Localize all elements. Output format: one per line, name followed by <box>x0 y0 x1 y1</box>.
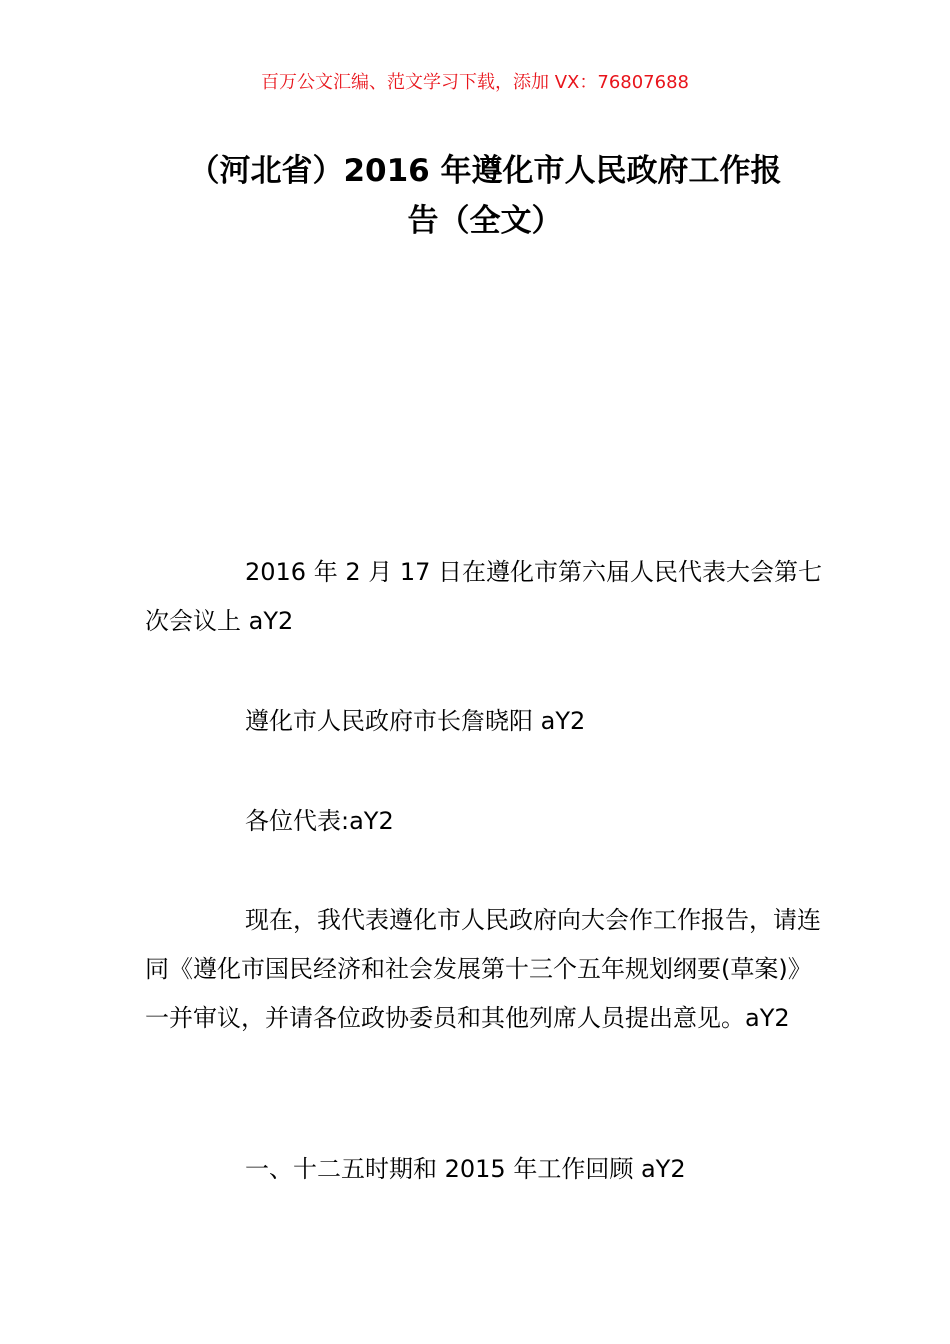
paragraph-salutation: 各位代表:aY2 <box>245 807 394 835</box>
title-line-1: （河北省）2016 年遵化市人民政府工作报 <box>188 153 782 189</box>
paragraph-mayor: 遵化市人民政府市长詹晓阳 aY2 <box>245 707 586 735</box>
header-watermark-note: 百万公文汇编、范文学习下载，添加 VX：76807688 <box>261 72 689 93</box>
title-line-2: 告（全文） <box>407 203 563 239</box>
paragraph-intro: 现在，我代表遵化市人民政府向大会作工作报告，请连同《遵化市国民经济和社会发展第十三个五年规划纲要(草案)》一并审议，并请各位政协委员和其他列席人员提出意见。aY2 <box>145 906 821 1032</box>
document-title <box>145 146 825 246</box>
section-heading-review: 一、十二五时期和 2015 年工作回顾 aY2 <box>245 1155 686 1183</box>
paragraph-date-meeting: 2016 年 2 月 17 日在遵化市第六届人民代表大会第七次会议上 aY2 <box>145 558 823 635</box>
